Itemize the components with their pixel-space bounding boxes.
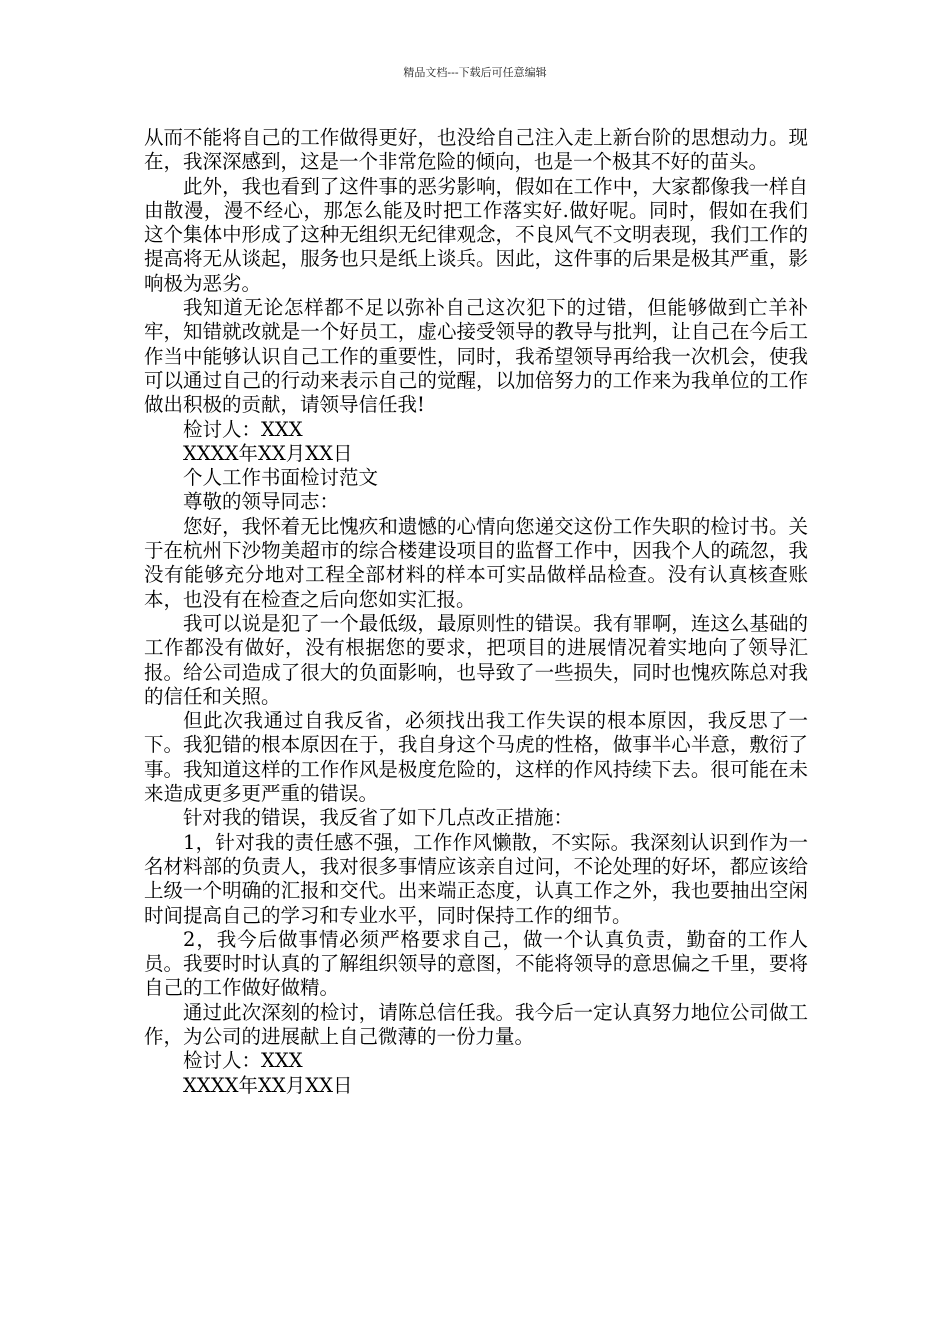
document-body [144, 126, 808, 1098]
paragraph-admission: 我可以说是犯了一个最低级，最原则性的错误。我有罪啊，连这么基础的工作都没有做好，没有根据您的要求，把项目的进展情况着实地向了领导汇报。给公司造成了很大的负面影响，也导致了一些损失，同时也愧疚陈总对我的信任和关照。 [144, 611, 808, 708]
signature-name-2: 检讨人：XXX [183, 1049, 303, 1073]
salutation: 尊敬的领导同志： [183, 490, 340, 514]
paragraph-consequences: 此外，我也看到了这件事的恶劣影响，假如在工作中，大家都像我一样自由散漫，漫不经心，那怎么能及时把工作落实好.做好呢。同时，假如在我们这个集体中形成了这种无组织无纪律观念，不良风气不文明表现，我们工作的提高将无从谈起，服务也只是纸上谈兵。因此，这件事的后果是极其严重，影响极为恶劣。 [144, 174, 808, 295]
paragraph-measure-2: 2，我今后做事情必须严格要求自己，做一个认真负责，勤奋的工作人员。我要时时认真的了解组织领导的意图，不能将领导的意思偏之千里，要将自己的工作做好做精。 [144, 927, 808, 1000]
paragraph-measures-intro: 针对我的错误，我反省了如下几点改正措施： [183, 806, 574, 830]
paragraph-reflection: 但此次我通过自我反省，必须找出我工作失误的根本原因，我反思了一下。我犯错的根本原因在于，我自身这个马虎的性格，做事半心半意，敷衍了事。我知道这样的工作作风是极度危险的，这样的作风持续下去。很可能在未来造成更多更严重的错误。 [144, 709, 808, 806]
paragraph-closing: 通过此次深刻的检讨，请陈总信任我。我今后一定认真努力地位公司做工作，为公司的进展献上自己微薄的一份力量。 [144, 1000, 808, 1048]
paragraph-opening: 您好，我怀着无比愧疚和遗憾的心情向您递交这份工作失职的检讨书。关于在杭州下沙物美超市的综合楼建设项目的监督工作中，因我个人的疏忽，我没有能够充分地对工程全部材料的样本可实品做样品检查。没有认真核查账本，也没有在检查之后向您如实汇报。 [144, 514, 808, 611]
page-header: 精品文档---下载后可任意编辑 [403, 66, 547, 79]
paragraph-continuation: 从而不能将自己的工作做得更好，也没给自己注入走上新台阶的思想动力。现在，我深深感到，这是一个非常危险的倾向，也是一个极其不好的苗头。 [144, 126, 808, 174]
signature-name-1: 检讨人：XXX [183, 417, 303, 441]
paragraph-measure-1: 1，针对我的责任感不强，工作作风懒散，不实际。我深刻认识到作为一名材料部的负责人，我对很多事情应该亲自过问，不论处理的好坏，都应该给上级一个明确的汇报和交代。出来端正态度，认真工作之外，我也要抽出空闲时间提高自己的学习和专业水平，同时保持工作的细节。 [144, 830, 808, 927]
section-title: 个人工作书面检讨范文 [183, 466, 379, 490]
signature-date-1: XXXX年XX月XX日 [183, 441, 353, 465]
paragraph-remorse: 我知道无论怎样都不足以弥补自己这次犯下的过错，但能够做到亡羊补牢，知错就改就是一个好员工，虚心接受领导的教导与批判，让自己在今后工作当中能够认识自己工作的重要性，同时，我希望领导再给我一次机会，使我可以通过自己的行动来表示自己的觉醒，以加倍努力的工作来为我单位的工作做出积极的贡献，请领导信任我! [144, 296, 808, 417]
signature-date-2: XXXX年XX月XX日 [183, 1073, 353, 1097]
